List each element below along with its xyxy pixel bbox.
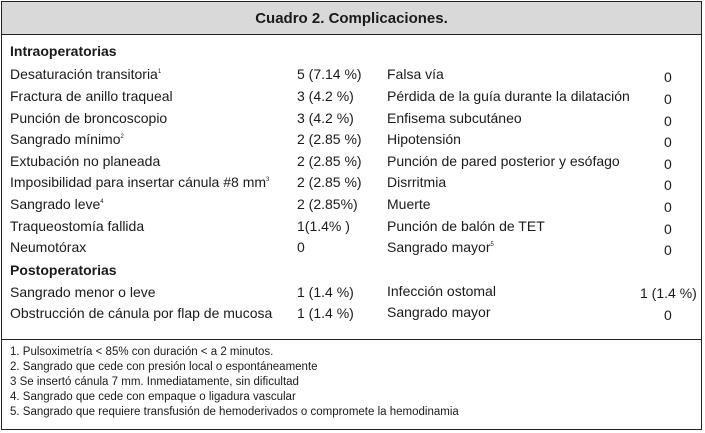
complication-value: 0 [664, 221, 672, 237]
complication-label: Extubación no planeada [10, 153, 161, 169]
footnote: 4. Sangrado que cede con empaque o ligadura vascular [10, 391, 296, 403]
complication-label: Hipotensión [387, 131, 461, 147]
footnotes [2, 339, 701, 429]
complication-label: Traqueostomía fallida [10, 218, 145, 234]
table-row [2, 88, 701, 109]
complication-label: Pérdida de la guía durante la dilatación [387, 88, 630, 104]
complication-value: 1(1.4% ) [297, 218, 350, 234]
complication-label: Infección ostomal [387, 283, 496, 299]
complication-value: 1 (1.4 %) [640, 285, 697, 301]
complication-value: 1 (1.4 %) [297, 305, 354, 321]
complication-label: Punción de balón de TET [387, 218, 545, 234]
complication-value: 3 (4.2 %) [297, 88, 354, 104]
complication-value: 0 [664, 113, 672, 129]
table-row [2, 239, 701, 260]
complication-label: Fractura de anillo traqueal [10, 88, 173, 104]
complication-value: 2 (2.85 %) [297, 131, 362, 147]
complication-label: Muerte [387, 196, 431, 212]
complication-label: Punción de broncoscopio [10, 110, 168, 126]
complication-label: Sangrado mínimo$^2$ [10, 131, 124, 147]
table-body [2, 35, 701, 339]
complication-label: Imposibilidad para insertar cánula #8 $mm^3$ [10, 174, 270, 190]
table-row [2, 174, 701, 195]
footnote: 1. Pulsoximetría < 85% con duración < a 2 minutos. [10, 346, 274, 358]
complications-table [1, 1, 702, 430]
complication-label: Punción de pared posterior y esófago [387, 153, 620, 169]
table-row [2, 110, 701, 131]
footnote: 3 Se insertó cánula 7 mm. Inmediatamente, sin dificultad [10, 376, 299, 388]
table-row [2, 196, 701, 217]
complication-value: 0 [664, 199, 672, 215]
table-row [2, 284, 701, 305]
complication-value: 0 [664, 177, 672, 193]
complication-label: Sangrado menor o leve [10, 284, 156, 300]
complication-label: Desaturación transitoria$^1$ [10, 66, 162, 82]
table-title: Cuadro 2. Complicaciones. [2, 2, 701, 35]
complication-value: 0 [297, 239, 305, 255]
table-row [2, 66, 701, 87]
footnote: 5. Sangrado que requiere transfusión de hemoderivados o compromete la hemodinamia [10, 406, 459, 418]
complication-value: 0 [664, 156, 672, 172]
complication-label: Disrritmia [387, 174, 447, 190]
complication-value: 0 [664, 134, 672, 150]
complication-value: 0 [664, 307, 672, 323]
section-header-postoperatorias: Postoperatorias [10, 262, 117, 278]
section-header-intraoperatorias: Intraoperatorias [10, 43, 117, 59]
complication-label: Sangrado leve$^4$ [10, 196, 104, 212]
footnote: 2. Sangrado que cede con presión local o espontáneamente [10, 361, 318, 373]
complication-value: 2 (2.85 %) [297, 174, 362, 190]
complication-value: 3 (4.2 %) [297, 110, 354, 126]
complication-value: 5 (7.14 %) [297, 66, 362, 82]
complication-value: 2 (2.85 %) [297, 153, 362, 169]
complication-value: 1 (1.4 %) [297, 284, 354, 300]
complication-value: 2 (2.85%) [297, 196, 358, 212]
table-row [2, 305, 701, 326]
complication-label: Enfisema subcutáneo [387, 110, 522, 126]
complication-label: Obstrucción de cánula por flap de mucosa [10, 305, 273, 321]
table-row [2, 131, 701, 152]
table-row [2, 153, 701, 174]
complication-value: 0 [664, 242, 672, 258]
complication-label: Sangrado mayor$^5$ [387, 239, 494, 255]
complication-label: Neumotórax [10, 239, 87, 255]
table-row [2, 218, 701, 239]
complication-label: Sangrado mayor [387, 304, 491, 320]
complication-label: Falsa vía [387, 66, 444, 82]
complication-value: 0 [664, 91, 672, 107]
complication-value: 0 [664, 69, 672, 85]
